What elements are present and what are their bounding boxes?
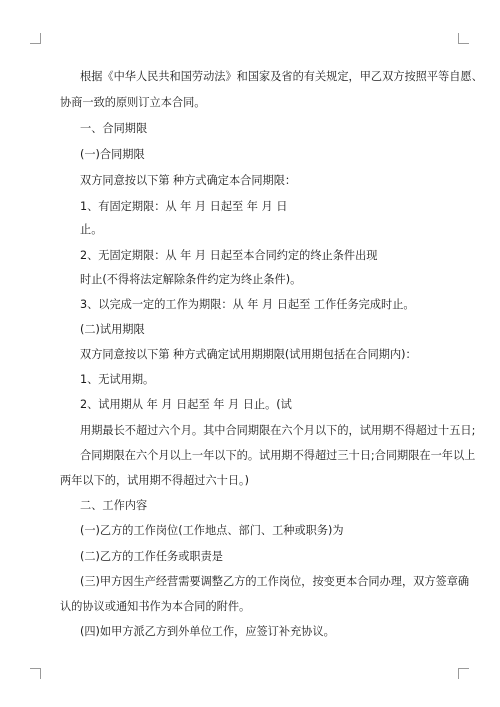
- paragraph-line: 时止(不得将法定解除条件约定为终止条件)。: [80, 273, 302, 286]
- crop-mark-bottom-right: [458, 668, 469, 679]
- paragraph-line: 用期最长不超过六个月。其中合同期限在六个月以下的，试用期不得超过十五日;: [80, 424, 476, 437]
- paragraph-line: 止。: [80, 223, 103, 236]
- subsection-heading: (二)试用期限: [80, 323, 145, 336]
- paragraph-line: 双方同意按以下第 种方式确定本合同期限：: [80, 174, 297, 187]
- section-heading: 二、工作内容: [80, 499, 148, 512]
- crop-mark-top-left: [30, 33, 41, 44]
- paragraph-line: 双方同意按以下第 种方式确定试用期期限(试用期包括在合同期内)：: [80, 348, 417, 361]
- crop-mark-bottom-left: [30, 668, 41, 679]
- paragraph-line: 1、有固定期限：从 年 月 日起至 年 月 日: [80, 200, 288, 213]
- paragraph-line: 根据《中华人民共和国劳动法》和国家及省的有关规定，甲乙双方按照平等自愿、: [80, 70, 483, 83]
- paragraph-line: (一)乙方的工作岗位(工作地点、部门、工种或职务)为: [80, 524, 344, 537]
- paragraph-line: 协商一致的原则订立本合同。: [60, 96, 206, 109]
- crop-mark-top-right: [458, 33, 469, 44]
- paragraph-line: (二)乙方的工作任务或职责是: [80, 550, 223, 563]
- paragraph-line: 2、无固定期限：从 年 月 日起至本合同约定的终止条件出现: [80, 249, 378, 262]
- paragraph-line: 3、以完成一定的工作为期限：从 年 月 日起至 工作任务完成时止。: [80, 298, 415, 311]
- paragraph-line: 1、无试用期。: [80, 373, 155, 386]
- paragraph-line: 2、试用期从 年 月 日起至 年 月 日止。(试: [80, 398, 292, 411]
- subsection-heading: (一)合同期限: [80, 148, 145, 161]
- paragraph-line: 认的协议或通知书作为本合同的附件。: [60, 600, 251, 613]
- paragraph-line: 合同期限在六个月以上一年以下的。试用期不得超过三十日;合同期限在一年以上: [80, 449, 476, 462]
- paragraph-line: (四)如甲方派乙方到外单位工作，应签订补充协议。: [80, 625, 335, 638]
- paragraph-line: (三)甲方因生产经营需要调整乙方的工作岗位，按变更本合同办理，双方签章确: [80, 575, 470, 588]
- section-heading: 一、合同期限: [80, 122, 148, 135]
- paragraph-line: 两年以下的，试用期不得超过六十日。): [60, 474, 249, 487]
